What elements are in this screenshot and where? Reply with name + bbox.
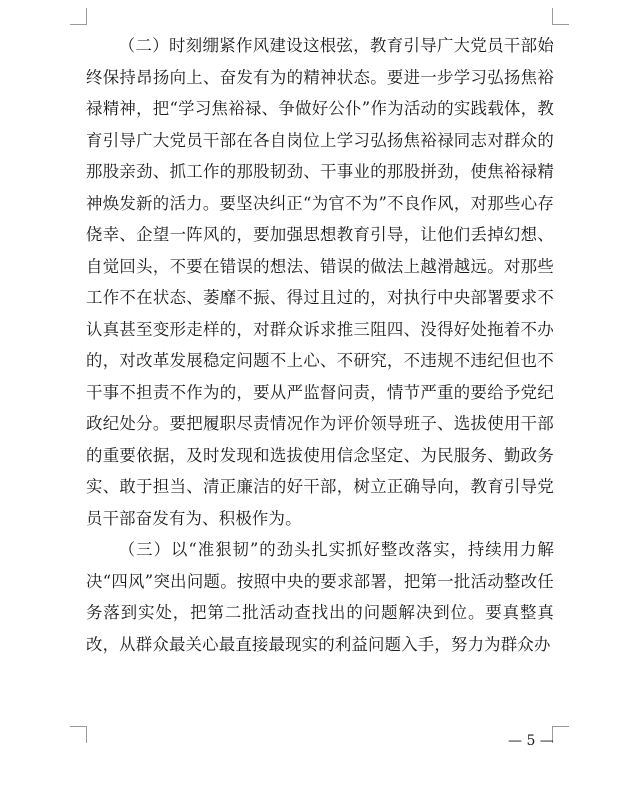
paragraph-two: （二）时刻绷紧作风建设这根弦，教育引导广大党员干部始终保持昂扬向上、奋发有为的精神状态。要进一步学习弘扬焦裕禄精神，把“学习焦裕禄、争做好公仆”作为活动的实践载体，教育引导广大党员干部在各自岗位上学习弘扬焦裕禄同志对群众的那股亲劲、抓工作的那股韧劲、干事业的那股拼劲，使焦裕禄精神焕发新的活力。要坚决纠正“为官不为”不良作风，对那些心存侥幸、企望一阵风的，要加强思想教育引导，让他们丢掉幻想、自觉回头，不要在错误的想法、错误的做法上越滑越远。对那些工作不在状态、萎靡不振、得过且过的，对执行中央部署要求不认真甚至变形走样的，对群众诉求推三阻四、没得好处拖着不办的，对改革发展稳定问题不上心、不研究，不违规不违纪但也不干事不担责不作为的，要从严监督问责，情节严重的要给予党纪政纪处分。要把履职尽责情况作为评价领导班子、选拔使用干部的重要依据，及时发现和选拔使用信念坚定、为民服务、勤政务实、敢于担当、清正廉洁的好干部，树立正确导向，教育引导党员干部奋发有为、积极作为。	[86, 36, 554, 528]
body-text	[86, 30, 554, 660]
crop-mark-bottom-left	[70, 726, 87, 743]
page-number: — 5 —	[508, 733, 554, 749]
crop-mark-top-left	[70, 8, 87, 25]
crop-mark-bottom-right	[552, 726, 569, 743]
paragraph-three: （三）以“准狠韧”的劲头扎实抓好整改落实，持续用力解决“四风”突出问题。按照中央的要求部署，把第一批活动整改任务落到实处，把第二批活动查找出的问题解决到位。要真整真改，从群众最关心最直接最现实的利益问题入手，努力为群众办	[86, 540, 554, 654]
crop-mark-top-right	[552, 8, 569, 25]
